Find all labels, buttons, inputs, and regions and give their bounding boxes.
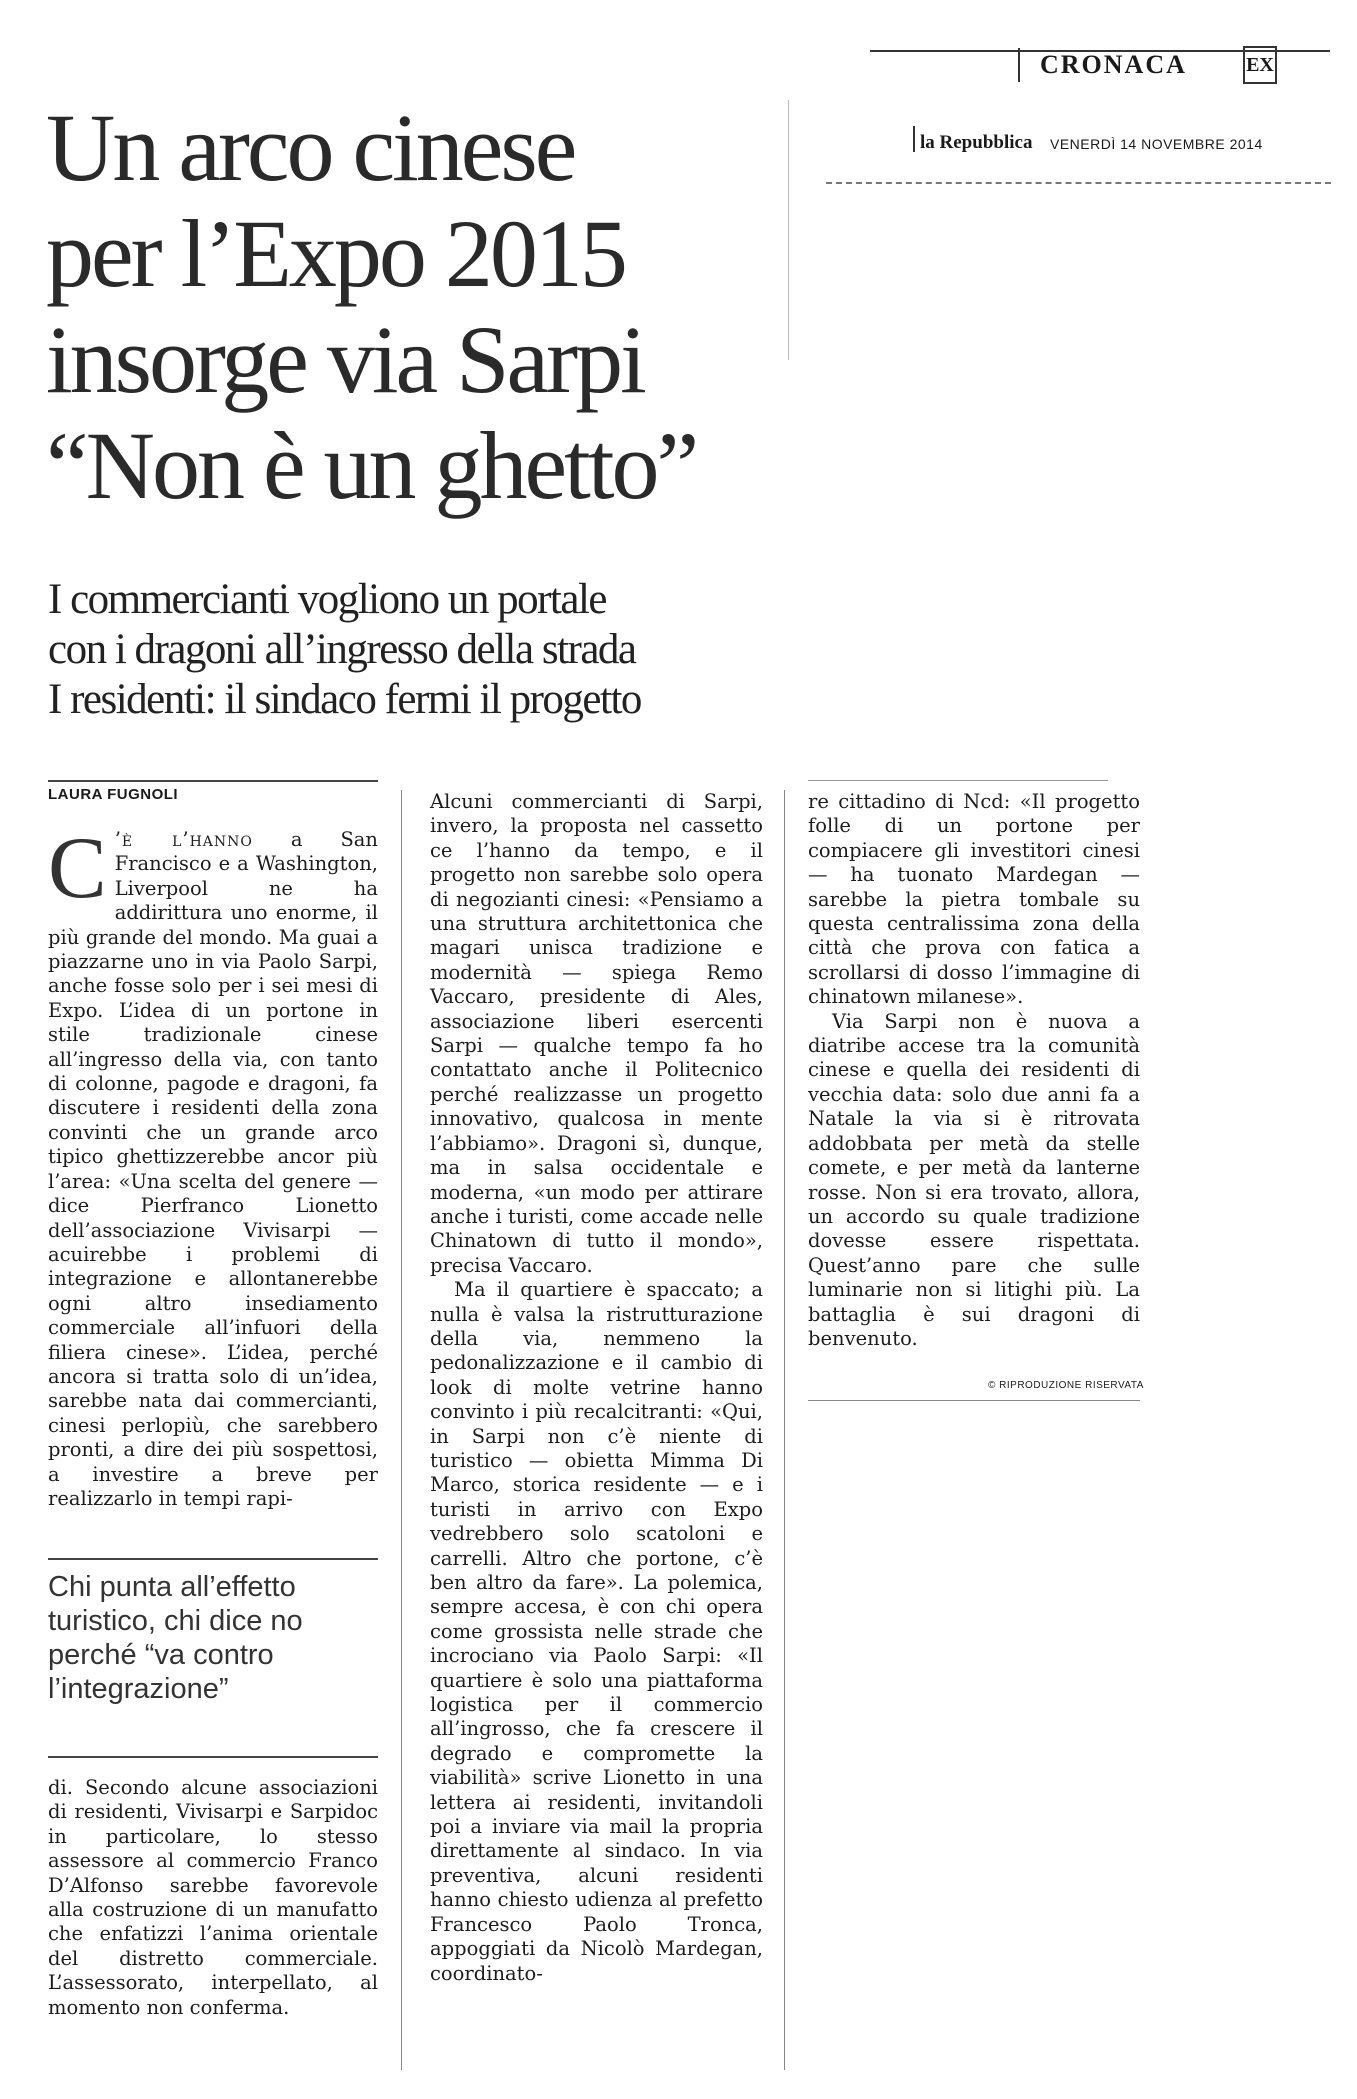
copyright-notice: © RIPRODUZIONE RISERVATA [988, 1380, 1144, 1391]
article-paragraph: re cittadino di Ncd: «Il progetto folle di un portone per compiacere gli investitori cinesi — ha tuonato Mardegan — sarebbe la pietra tombale su questa centralissima zona della città che prova con fatica a scrollarsi di dosso l’immagine di chinatown milanese». [808, 790, 1140, 1009]
byline-rule [48, 780, 378, 782]
subheadline [48, 575, 788, 725]
lead-in: ’è l’hanno [114, 828, 253, 851]
pullquote-rule-bottom [48, 1756, 378, 1758]
article-paragraph: di. Secondo alcune associazioni di residenti, Vivisarpi e Sarpidoc in particolare, lo stesso assessore al commercio Franco D’Alfonso sarebbe favorevole alla costruzione di un manufatto che enfatizzi l’anima orientale del distretto commerciale. L’assessorato, interpellato, al momento non conferma. [48, 1776, 378, 2019]
headline-line: “Non è un ghetto” [46, 412, 697, 519]
article-column-2 [430, 790, 763, 1986]
section-box: ЕX [1243, 46, 1277, 84]
article-paragraph: Alcuni commercianti di Sarpi, invero, la proposta nel cassetto ce l’hanno da tempo, e il progetto non sarebbe solo opera di negozianti cinesi: «Pensiamo a una struttura architettonica che magari unisca tradizione e modernità — spiega Remo Vaccaro, presidente di Ales, associazione liberi esercenti Sarpi — qualche tempo fa ho contattato anche il Politecnico perché realizzasse un progetto innovativo, qualcosa in mente l’abbiamo». Dragoni sì, dunque, ma in salsa occidentale e moderna, «un modo per attirare anche i turisti, come accade nelle Chinatown di tutto il mondo», precisa Vaccaro. [430, 790, 763, 1277]
article-paragraph: Ma il quartiere è spaccato; a nulla è valsa la ristrutturazione della via, nemmeno la pedonalizzazione e il cambio di look di molte vetrine hanno convinto i più recalcitranti: «Qui, in Sarpi non c’è niente di turistico — obietta Mimma Di Marco, storica residente — e i turisti in arrivo con Expo vedrebbero solo scatoloni e carrelli. Altro che portone, c’è ben altro da fare». La polemica, sempre accesa, è con chi opera come grossista nelle strade che incrociano via Paolo Sarpi: «Il quartiere è solo una piattaforma logistica per il commercio all’ingrosso, che fa crescere il degrado e compromette la viabilità» scrive Lionetto in una lettera ai residenti, invitandoli poi a inviare via mail la propria direttamente al sindaco. In via preventiva, alcuni residenti hanno chiesto udienza al prefetto Francesco Paolo Tronca, appoggiati da Nicolò Mardegan, coordinato- [430, 1278, 763, 1985]
headline-line: Un arco cinese [46, 94, 575, 201]
column-separator [401, 790, 402, 2070]
article-column-3 [808, 790, 1140, 1351]
publication-date: VENERDÌ 14 NOVEMBRE 2014 [1050, 136, 1263, 152]
paragraph-text: a San Francisco e a Washington, Liverpool ne ha addirittura uno enorme, il più grande del mondo. Ma guai a piazzarne uno in via Paolo Sarpi, anche fosse solo per i sei mesi di Expo. L’idea di un portone in stile tradizionale cinese all’ingresso della via, con tanto di colonne, pagode e dragoni, fa discutere i residenti della zona convinti che un grande arco tipico ghettizzerebbe ancor più l’area: «Una scelta del genere — dice Pierfranco Lionetto dell’associazione Vivisarpi — acuirebbe i problemi di integrazione e allontanerebbe ogni altro insediamento commerciale all’infuori della filiera cinese». L’idea, perché ancora si tratta solo di un’idea, sarebbe nata dai commercianti, cinesi perlopiù, che sarebbero pronti, a dire dei più sospettosi, a investire a breve per realizzarlo in tempi rapi- [48, 828, 378, 1510]
section-label: CRONACA [1040, 50, 1187, 79]
article-end-rule [808, 1400, 1140, 1401]
subhead-line: con i dragoni all’ingresso della strada [48, 626, 636, 673]
pull-quote: Chi punta all’effetto turistico, chi dice no perché “va contro l’integrazione” [48, 1571, 303, 1705]
article-paragraph: Via Sarpi non è nuova a diatribe accese tra la comunità cinese e quella dei residenti di vecchia data: solo due anni fa a Natale la via si è ritrovata addobbata per metà da stelle comete, e per metà da lanterne rosse. Non si era trovato, allora, un accordo su quale tradizione dovesse essere rispettata. Quest’anno pare che sulle luminarie non si litighi più. La battaglia è sui dragoni di benvenuto. [808, 1009, 1140, 1350]
article-paragraph [48, 820, 378, 1511]
col3-top-rule [808, 780, 1108, 781]
column-separator [784, 790, 785, 2070]
dropcap: C [48, 820, 107, 917]
article-column-1 [48, 820, 378, 1511]
pullquote-rule-top [48, 1558, 378, 1560]
publication-divider [913, 126, 915, 152]
masthead-dashed-rule [826, 182, 1331, 184]
subhead-line: I residenti: il sindaco fermi il progetto [48, 676, 641, 723]
headline [46, 95, 766, 519]
article-column-1-continued [48, 1776, 378, 2020]
publication-name: la Repubblica [920, 132, 1033, 153]
headline-line: per l’Expo 2015 [46, 200, 625, 307]
masthead-divider [1018, 48, 1020, 82]
byline: LAURA FUGNOLI [48, 786, 179, 803]
headline-line: insorge via Sarpi [46, 306, 644, 413]
subhead-line: I commercianti vogliono un portale [48, 576, 606, 623]
header-separator [788, 100, 789, 360]
